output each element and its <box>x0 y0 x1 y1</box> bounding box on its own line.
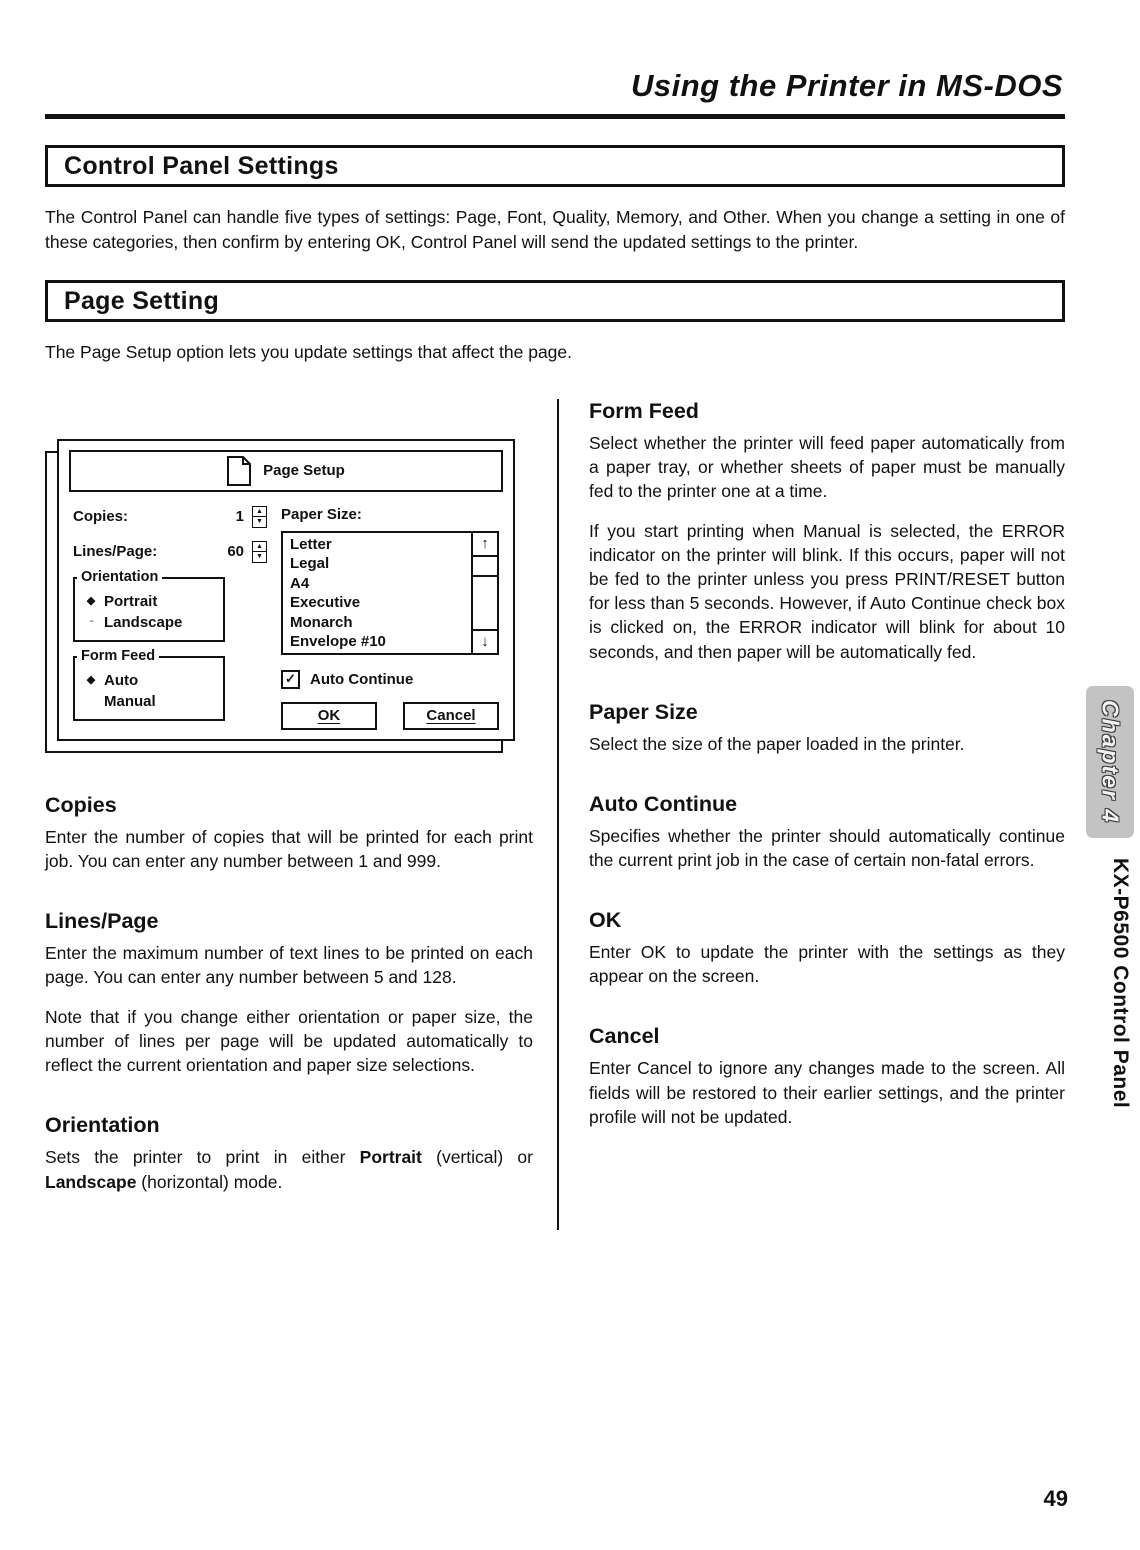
article-cancel <box>589 1024 1065 1128</box>
orientation-option-landscape <box>85 612 215 633</box>
article-heading: Copies <box>45 792 117 817</box>
title-rule <box>45 114 1065 119</box>
scroll-down-icon: ↓ <box>473 629 497 653</box>
form-feed-option-auto <box>85 670 215 691</box>
control-panel-intro-text: The Control Panel can handle five types of settings: Page, Font, Quality, Memory, and Other. When you change a setting in one of these categories, then confirm by entering OK, Control Panel will send the updated settings to the printer. <box>45 207 1065 252</box>
article-heading: OK <box>589 908 622 933</box>
article-paragraph: Note that if you change either orientation or paper size, the number of lines per page will be updated automatically to reflect the current orientation and paper size selections. <box>45 1007 533 1076</box>
section-heading-control-panel-settings <box>45 145 1065 187</box>
chapter-tab <box>1086 686 1134 838</box>
article-paragraph: Select whether the printer will feed paper automatically from a paper tray, or whether sheets of paper must be manually fed to the printer one at a time. <box>589 432 1065 501</box>
page-setup-dialog-illustration <box>57 439 515 741</box>
article-heading: Form Feed <box>589 398 699 423</box>
article-paragraph: Enter the number of copies that will be printed for each print job. You can enter any number between 1 and 999. <box>45 826 533 871</box>
article-form-feed <box>589 399 1065 664</box>
dialog-buttons <box>281 702 499 730</box>
page-setup-dialog <box>57 439 515 741</box>
paper-size-scrollbar <box>473 531 499 655</box>
dialog-left-panel <box>73 506 267 730</box>
article-paragraph: Enter the maximum number of text lines to be printed on each page. You can enter any number between 5 and 128. <box>45 942 533 987</box>
chapter-tab-label: Chapter 4 <box>1097 699 1124 825</box>
text-segment-bold: Landscape <box>45 1171 137 1192</box>
paper-size-label: Paper Size: <box>281 505 362 523</box>
article-paragraph: Select the size of the paper loaded in the printer. <box>589 733 965 754</box>
copies-field <box>73 506 267 528</box>
ok-button-label: OK <box>317 707 341 724</box>
article-copies <box>45 793 533 873</box>
scroll-up-icon: ↑ <box>473 533 497 557</box>
form-feed-option-label: Auto <box>104 671 139 689</box>
article-heading: Orientation <box>45 1113 160 1138</box>
scrollbar-track <box>473 577 497 629</box>
article-orientation <box>45 1113 533 1193</box>
form-feed-group-box <box>73 647 225 721</box>
right-column <box>557 399 1065 1230</box>
article-ok <box>589 908 1065 988</box>
page-document-icon <box>227 456 251 486</box>
spinner-up-icon: ▲ <box>253 542 266 552</box>
selected-diamond-icon: ◆ <box>86 673 96 686</box>
section-heading-label: Page Setting <box>64 286 220 315</box>
orientation-group-label: Orientation <box>77 569 162 585</box>
article-paragraph: Enter Cancel to ignore any changes made to the screen. All fields will be restored to their earlier settings, and the printer profile will not be updated. <box>589 1058 1065 1127</box>
form-feed-option-manual <box>85 691 215 712</box>
cancel-button-label: Cancel <box>426 707 476 724</box>
lines-per-page-field <box>73 541 267 563</box>
text-segment: Sets the printer to print in either <box>45 1147 360 1168</box>
spinner-down-icon: ▼ <box>256 552 263 560</box>
cancel-button <box>403 702 499 730</box>
form-feed-group-label: Form Feed <box>77 648 159 664</box>
unselected-marker-icon: ·· <box>89 615 93 628</box>
section-heading-label: Control Panel Settings <box>64 151 339 180</box>
auto-continue-label: Auto Continue <box>310 670 414 688</box>
copies-value: 1 <box>235 508 244 525</box>
checkmark-icon: ✓ <box>285 671 296 686</box>
spinner-up-icon: ▲ <box>253 507 266 517</box>
lines-per-page-stepper <box>252 541 267 563</box>
text-segment: (vertical) or <box>421 1147 533 1168</box>
paper-size-listbox <box>281 531 473 655</box>
page-number: 49 <box>1043 1486 1068 1511</box>
paper-size-item: Envelope #10 <box>290 633 386 650</box>
paper-size-listbox-wrap <box>281 531 499 655</box>
text-segment-bold: Portrait <box>359 1147 422 1168</box>
auto-continue-checkbox-row <box>281 670 499 689</box>
spinner-down-icon: ▼ <box>256 517 263 525</box>
scrollbar-thumb <box>473 557 497 577</box>
dialog-body <box>69 506 503 730</box>
lines-per-page-value: 60 <box>227 543 244 560</box>
article-heading: Auto Continue <box>589 791 738 816</box>
two-column-layout <box>45 399 1065 1230</box>
copies-label: Copies: <box>73 508 129 525</box>
orientation-group-box <box>73 568 225 642</box>
dialog-title-bar <box>69 450 503 492</box>
paper-size-item: Legal <box>290 555 330 572</box>
lines-per-page-label: Lines/Page: <box>73 543 158 560</box>
article-heading: Lines/Page <box>45 908 159 933</box>
page-content <box>45 0 1065 1230</box>
paper-size-item: Letter <box>290 535 332 553</box>
paper-size-item: A4 <box>290 574 310 592</box>
article-auto-continue <box>589 792 1065 872</box>
copies-stepper <box>252 506 267 528</box>
article-paragraph: If you start printing when Manual is selected, the ERROR indicator on the printer will blink. If this occurs, paper will not be fed to the printer unless you press PRINT/RESET button for less than 5 seconds. However, if Auto Continue check box is clicked on, the ERROR indicator will blink for about 10 seconds, and then paper will be automatically fed. <box>589 520 1065 662</box>
page-setting-intro-text: The Page Setup option lets you update settings that affect the page. <box>45 342 572 362</box>
article-paragraph: Enter OK to update the printer with the settings as they appear on the screen. <box>589 942 1065 987</box>
article-lines-page <box>45 909 533 1078</box>
selected-diamond-icon: ◆ <box>86 594 96 607</box>
dialog-right-panel <box>267 506 499 730</box>
paper-size-item: Monarch <box>290 613 353 631</box>
section-heading-page-setting <box>45 280 1065 322</box>
page-title: Using the Printer in MS-DOS <box>630 68 1063 103</box>
orientation-option-portrait <box>85 591 215 612</box>
article-paragraph: Specifies whether the printer should automatically continue the current print job in the case of certain non-fatal errors. <box>589 825 1065 871</box>
article-paragraph <box>45 1145 533 1193</box>
paper-size-item: Executive <box>290 594 361 611</box>
form-feed-option-label: Manual <box>104 692 156 710</box>
edge-label-kx-p6500: KX-P6500 Control Panel <box>1109 858 1132 1109</box>
article-paper-size <box>589 700 1065 756</box>
orientation-option-label: Portrait <box>104 592 158 610</box>
left-column <box>45 399 557 1230</box>
auto-continue-checkbox <box>281 670 300 689</box>
orientation-option-label: Landscape <box>104 613 183 631</box>
text-segment: (horizontal) mode. <box>136 1171 283 1192</box>
article-heading: Cancel <box>589 1024 660 1049</box>
dialog-title: Page Setup <box>263 462 345 479</box>
ok-button <box>281 702 377 730</box>
article-heading: Paper Size <box>589 699 698 724</box>
